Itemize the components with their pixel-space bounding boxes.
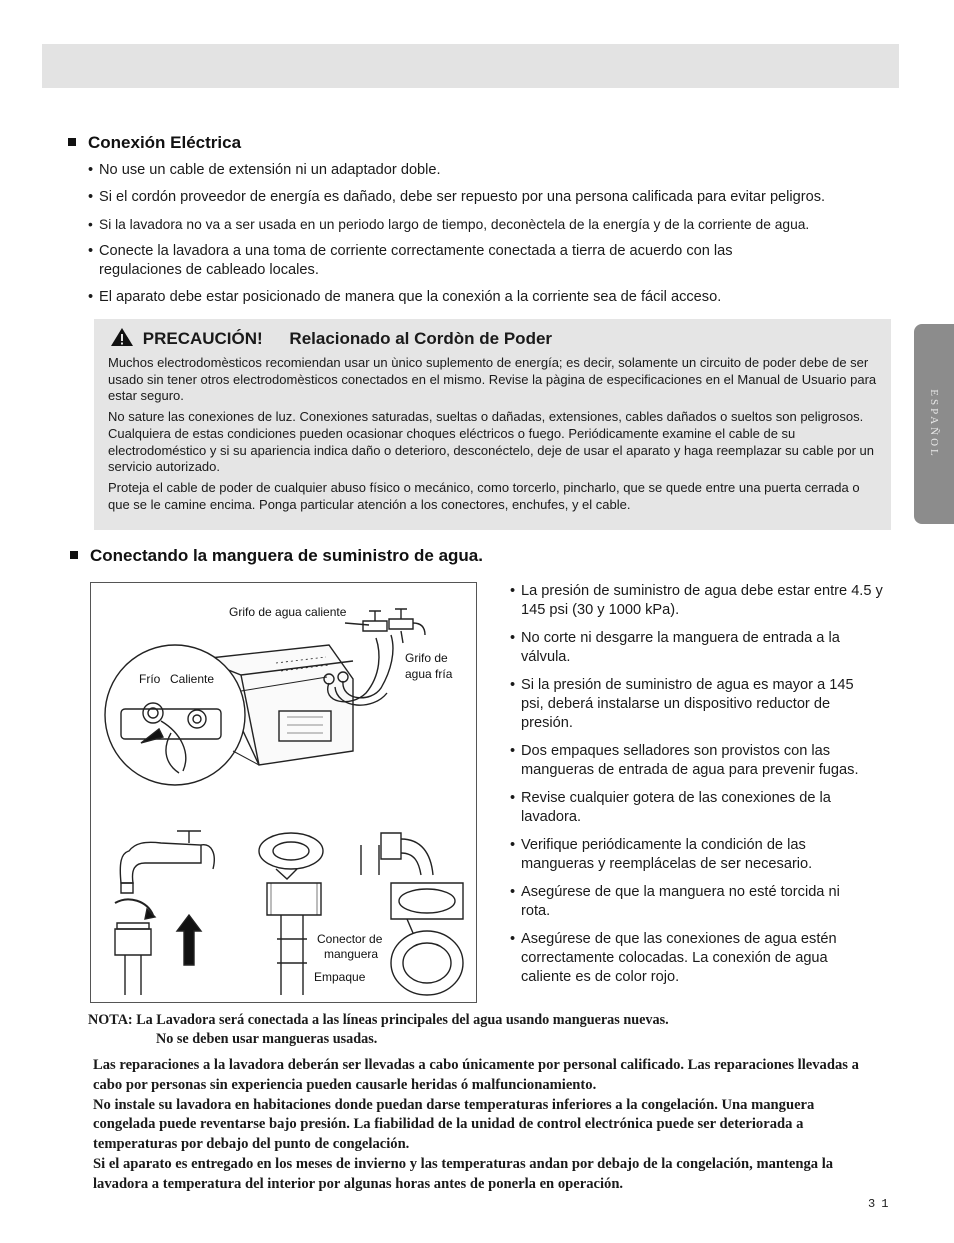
caution-title-b: Relacionado al Cordòn de Poder — [289, 329, 553, 348]
list-item: • No use un cable de extensión ni un adaptador doble. — [88, 161, 888, 180]
section-heading-electrical — [68, 133, 241, 153]
caution-body — [108, 355, 878, 517]
section-title: Conectando la manguera de suministro de agua. — [90, 546, 483, 565]
list-item: • La presión de suministro de agua debe estar entre 4.5 y 145 psi (30 y 1000 kPa). — [510, 582, 890, 620]
language-tab — [914, 324, 954, 524]
language-tab-label: ESPAÑOL — [928, 389, 940, 459]
caution-title — [110, 327, 552, 349]
label-hot: Caliente — [170, 672, 215, 686]
label-hot-tap: Grifo de agua caliente — [229, 605, 347, 619]
label-connector-2: manguera — [324, 947, 379, 961]
label-cold-tap-1: Grifo de — [405, 651, 448, 665]
list-item: • Asegúrese de que las conexiones de agua estén correctamente colocadas. La conexión de agua caliente es de color rojo. — [510, 930, 873, 987]
warning-text: Si el aparato es entregado en los meses de invierno y las temperaturas andan por debajo de la congelación, mantenga la lavadora a temperatura del interior por algunas horas antes de ponerla en operación. — [93, 1155, 834, 1192]
water-hose-bullet-list — [510, 582, 890, 996]
list-item: • Verifique periódicamente la condición de las mangueras y reemplácelas de ser necesario. — [510, 836, 861, 874]
note — [88, 1011, 669, 1049]
electrical-bullet-list — [88, 161, 888, 315]
list-item: • El aparato debe estar posicionado de manera que la conexión a la corriente sea de fácil acceso. — [88, 288, 888, 307]
square-bullet-icon — [68, 138, 76, 146]
list-item: • Dos empaques selladores son provistos con las mangueras de entrada de agua para prevenir fugas. — [510, 742, 890, 780]
label-gasket: Empaque — [314, 970, 366, 984]
note-line: NOTA: La Lavadora será conectada a las líneas principales del agua usando mangueras nuevas. — [88, 1012, 669, 1028]
warning-paragraph — [93, 1056, 873, 1195]
list-item: • Asegúrese de que la manguera no esté torcida ni rota. — [510, 883, 861, 921]
hose-installation-figure — [90, 582, 477, 1003]
caution-box — [94, 319, 891, 530]
caution-title-a: PRECAUCIÓN! — [142, 329, 263, 348]
header-bar — [42, 44, 899, 88]
list-item: • No corte ni desgarre la manguera de entrada a la válvula. — [510, 629, 890, 667]
warning-text: No instale su lavadora en habitaciones donde puedan darse temperaturas inferiores a la congelación. Una manguera congelada puede reventarse bajo presión. La fiabilidad de la unidad de control electrónica puede ser deteriorada a temperaturas por debajo del punto de congelación. — [93, 1096, 815, 1153]
square-bullet-icon — [70, 551, 78, 559]
warning-text: Las reparaciones a la lavadora deberán ser llevadas a cabo únicamente por personal calificado. Las reparaciones llevadas a cabo por personas sin experiencia pueden causarle heridas ó malfuncionamiento. — [93, 1057, 859, 1093]
note-line: No se deben usar mangueras usadas. — [156, 1031, 378, 1047]
section-title: Conexión Eléctrica — [88, 133, 242, 152]
list-item: • Si el cordón proveedor de energía es dañado, debe ser repuesto por una persona calificada para evitar peligros. — [88, 188, 888, 207]
label-connector-1: Conector de — [317, 932, 383, 946]
list-item: • Si la lavadora no va a ser usada en un periodo largo de tiempo, deconèctela de la energía y de la corriente de agua. — [88, 215, 888, 234]
section-heading-water-hose — [70, 546, 483, 566]
caution-paragraph: Proteja el cable de poder de cualquier abuso físico o mecánico, como torcerlo, pincharlo, que se quede entre una puerta cerrada o que se le camine encima. Ponga particular atención a los conectores, enchufes, y el cable. — [108, 479, 860, 512]
caution-paragraph: No sature las conexiones de luz. Conexiones saturadas, sueltas o dañadas, extensiones, cables dañados o sueltos son peligrosos. Cualquiera de estas condiciones pueden ocasionar choques eléctricos o fuego. Periódicamente examine el cable de su electrodoméstico y si su apariencia indica daño o deterioro, desconéctelo, deje de usar el aparato y haga reemplazar su cable por un servicio autorizado. — [108, 409, 875, 475]
label-cold-tap-2: agua fría — [405, 667, 453, 681]
label-cold: Frío — [139, 672, 161, 686]
warning-triangle-icon — [110, 327, 134, 347]
hose-illustration — [91, 583, 478, 1004]
caution-paragraph: Muchos electrodomèsticos recomiendan usar un ùnico suplemento de energía; es decir, solamente un circuito de poder debe de ser usado sin tener otros electrodomèsticos conectados en el mismo. Revise la pàgina de especificaciones en el Manual de Usuario para estar seguro. — [108, 355, 877, 404]
list-item: • Revise cualquier gotera de las conexiones de la lavadora. — [510, 789, 871, 827]
page-number: 31 — [868, 1197, 895, 1211]
list-item: • Si la presión de suministro de agua es mayor a 145 psi, deberá instalarse un dispositivo reductor de presión. — [510, 676, 861, 733]
list-item: • Conecte la lavadora a una toma de corriente correctamente conectada a tierra de acuerdo con las regulaciones de cableado locales. — [88, 242, 789, 280]
